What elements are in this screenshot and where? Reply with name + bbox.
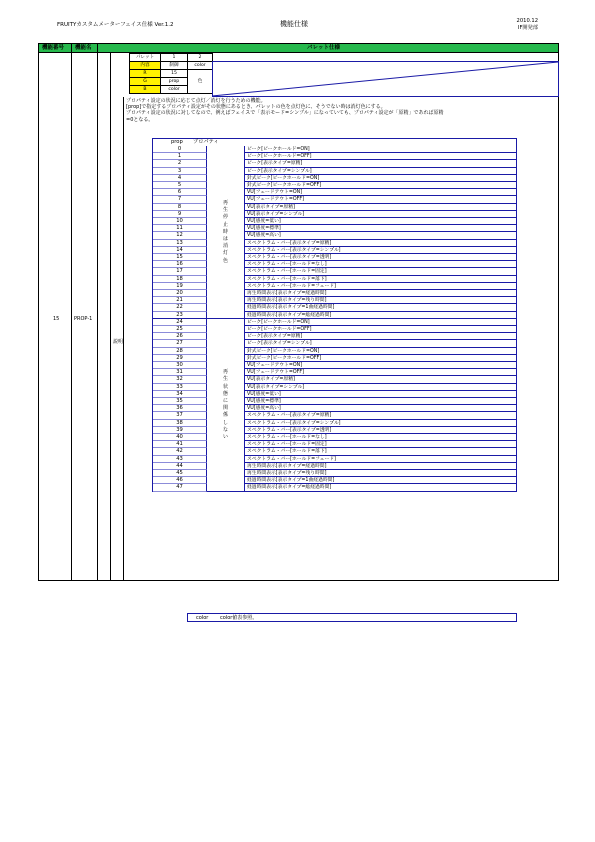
prop-property: VU[感度=高い] xyxy=(244,232,516,239)
prop-number: 11 xyxy=(153,225,207,232)
prop-property: スペクトラム・バー[ホールド=フェード] xyxy=(244,283,516,290)
group-label-char: 再 xyxy=(222,200,228,206)
prop-number: 5 xyxy=(153,182,207,189)
prop-row xyxy=(153,463,516,470)
page-title: 機能仕様 xyxy=(280,20,308,28)
color-note-label: color xyxy=(196,615,209,621)
prop-number: 42 xyxy=(153,448,207,455)
prop-property: スペクトラム・バー[ホールド=落下] xyxy=(244,448,516,455)
prop-row xyxy=(153,456,516,463)
prop-number: 23 xyxy=(153,312,207,319)
prop-number: 28 xyxy=(153,348,207,355)
color-note-text: color値表参照。 xyxy=(220,615,258,621)
group-label-char: 係 xyxy=(222,412,228,419)
prop-property: スペクトラム・バー[表示タイプ=原精] xyxy=(244,412,516,419)
prop-number: 1 xyxy=(153,153,207,160)
prop-number: 21 xyxy=(153,297,207,304)
prop-row xyxy=(153,146,516,153)
prop-property: VU[フェードアウト=OFF] xyxy=(244,369,516,376)
prop-property: ピーク[表示タイプ=シンプル] xyxy=(244,340,516,347)
palette-cell: color xyxy=(188,62,213,70)
prop-number: 41 xyxy=(153,441,207,448)
group-label-char: 生 xyxy=(222,376,228,383)
prop-property: スペクトラム・バー[ホールド=固定] xyxy=(244,441,516,448)
prop-number: 14 xyxy=(153,247,207,254)
prop-property: ピーク[ピークホールド=ON] xyxy=(244,146,516,153)
group-label-stopped xyxy=(207,200,244,265)
group-label-char: 色 xyxy=(222,257,228,264)
prop-number: 8 xyxy=(153,204,207,211)
group-label-char: 関 xyxy=(222,405,228,412)
document-company: IF開発部 xyxy=(517,25,538,31)
prop-number: 25 xyxy=(153,326,207,333)
prop-number: 27 xyxy=(153,340,207,347)
group-label-char: 消 xyxy=(222,243,228,250)
prop-number: 18 xyxy=(153,276,207,283)
function-name: PROP-1 xyxy=(74,316,93,322)
prop-property: VU[感度=高い] xyxy=(244,405,516,412)
prop-number: 20 xyxy=(153,290,207,297)
prop-property: 針式ピーク[ピークホールド=ON] xyxy=(244,175,516,182)
prop-property: VU[感度=低い] xyxy=(244,218,516,225)
description-label: 説明 xyxy=(113,339,124,345)
prop-number: 17 xyxy=(153,268,207,275)
prop-number: 32 xyxy=(153,376,207,383)
property-column-header: プロパティ xyxy=(193,139,219,145)
palette-cell: 1 xyxy=(161,54,188,62)
prop-row xyxy=(153,276,516,283)
divider xyxy=(110,52,111,580)
prop-property: 針式ピーク[ピークホールド=ON] xyxy=(244,348,516,355)
column-number-header: 機能番号 xyxy=(42,45,65,51)
prop-number: 7 xyxy=(153,196,207,203)
spec-table xyxy=(38,43,559,621)
prop-number: 6 xyxy=(153,189,207,196)
prop-row xyxy=(153,448,516,455)
prop-property: スペクトラム・バー[表示タイプ=透明] xyxy=(244,254,516,261)
prop-row xyxy=(153,153,516,160)
prop-row xyxy=(153,283,516,290)
prop-row xyxy=(153,477,516,484)
prop-property: スペクトラム・バー[ホールド=なし] xyxy=(244,261,516,268)
prop-property: ピーク[表示タイプ=原精] xyxy=(244,160,516,167)
description-line: =0となる。 xyxy=(126,116,154,123)
prop-row xyxy=(153,333,516,340)
prop-property: スペクトラム・バー[表示タイプ=シンプル] xyxy=(244,247,516,254)
palette-color-cell: 色 xyxy=(188,70,213,94)
prop-row xyxy=(153,290,516,297)
prop-row xyxy=(153,168,516,175)
divider xyxy=(97,44,98,580)
prop-property: スペクトラム・バー[ホールド=固定] xyxy=(244,268,516,275)
group-label-char: に xyxy=(222,398,228,404)
group-label-char: 再 xyxy=(222,369,228,376)
prop-property: スペクトラム・バー[表示タイプ=原精] xyxy=(244,240,516,247)
prop-property: 経過時間表示[表示タイプ=1曲経過時間] xyxy=(244,477,516,484)
prop-row xyxy=(153,441,516,448)
prop-property: 再生時間表示[表示タイプ=経過時間] xyxy=(244,463,516,470)
palette-cell: R xyxy=(130,70,161,78)
description-line: [prop]で指定するプロパティ設定がその状態にあるとき、パレットの色を点灯色に、そうでない時は消灯色にする。 xyxy=(126,104,386,111)
prop-number: 44 xyxy=(153,463,207,470)
prop-row xyxy=(153,319,516,326)
prop-property: スペクトラム・バー[ホールド=落下] xyxy=(244,276,516,283)
prop-row xyxy=(153,355,516,362)
color-note xyxy=(187,613,517,622)
group-label-char: 状 xyxy=(222,383,228,390)
palette-cell: B xyxy=(130,86,161,94)
function-number: 15 xyxy=(53,316,60,322)
prop-property: VU[フェードアウト=ON] xyxy=(244,189,516,196)
prop-number: 35 xyxy=(153,398,207,405)
prop-number: 43 xyxy=(153,456,207,463)
palette-cell: 制御 xyxy=(161,62,188,70)
divider xyxy=(123,97,124,580)
spec-table-header xyxy=(39,44,558,53)
group-divider xyxy=(153,318,516,319)
group-label-char: 止 xyxy=(222,221,228,228)
document-header-right xyxy=(517,18,538,32)
prop-property: VU[表示タイプ=シンプル] xyxy=(244,211,516,218)
document-header-left: FRUITYカスタムメーターフェイス仕様 Ver.1.2 xyxy=(57,22,174,28)
prop-row xyxy=(153,470,516,477)
prop-number: 22 xyxy=(153,304,207,311)
group-label-independent xyxy=(207,369,244,441)
prop-property: VU[表示タイプ=原精] xyxy=(244,376,516,383)
group-label-char: 生 xyxy=(222,207,228,214)
prop-column-header: prop xyxy=(171,139,183,145)
palette-cell: パレット xyxy=(130,54,161,62)
group-label-char: 灯 xyxy=(222,250,228,257)
prop-property: ピーク[表示タイプ=シンプル] xyxy=(244,168,516,175)
prop-number: 36 xyxy=(153,405,207,412)
palette-cell: 内容 xyxy=(130,62,161,70)
prop-property: VU[表示タイプ=シンプル] xyxy=(244,384,516,391)
prop-number: 47 xyxy=(153,484,207,491)
prop-number: 40 xyxy=(153,434,207,441)
group-label-char: 時 xyxy=(222,228,228,235)
description-line: プロパティ設定の状況に応じて点灯／消灯を行うための機能。 xyxy=(126,98,266,104)
prop-property: 再生時間表示[表示タイプ=残り時間] xyxy=(244,470,516,477)
prop-row xyxy=(153,182,516,189)
group-label-char: い xyxy=(222,434,228,441)
prop-property: 経過時間表示[表示タイプ=総経過時間] xyxy=(244,312,516,319)
prop-number: 46 xyxy=(153,477,207,484)
description-text xyxy=(126,98,556,123)
prop-number: 3 xyxy=(153,168,207,175)
prop-row xyxy=(153,362,516,369)
prop-property: 再生時間表示[表示タイプ=残り時間] xyxy=(244,297,516,304)
prop-property: 針式ピーク[ピークホールド=OFF] xyxy=(244,355,516,362)
palette-cell: prop xyxy=(161,78,188,86)
group-label-char: し xyxy=(222,419,228,426)
group-label-char: 停 xyxy=(222,214,228,221)
prop-row xyxy=(153,268,516,275)
palette-cell: 15 xyxy=(161,70,188,78)
palette-cell: color xyxy=(161,86,188,94)
prop-number: 37 xyxy=(153,412,207,419)
palette-cell: 2 xyxy=(188,54,213,62)
prop-property: ピーク[ピークホールド=ON] xyxy=(244,319,516,326)
prop-row xyxy=(153,175,516,182)
prop-number: 0 xyxy=(153,146,207,153)
prop-number: 39 xyxy=(153,427,207,434)
prop-number: 2 xyxy=(153,160,207,167)
unused-cells-diagonal xyxy=(212,61,559,97)
prop-property: 針式ピーク[ピークホールド=OFF] xyxy=(244,182,516,189)
prop-number: 15 xyxy=(153,254,207,261)
prop-number: 12 xyxy=(153,232,207,239)
prop-number: 24 xyxy=(153,319,207,326)
palette-table xyxy=(129,53,213,94)
prop-row xyxy=(153,340,516,347)
prop-number: 38 xyxy=(153,420,207,427)
prop-number: 30 xyxy=(153,362,207,369)
prop-number: 16 xyxy=(153,261,207,268)
prop-property: VU[感度=標準] xyxy=(244,225,516,232)
prop-number: 9 xyxy=(153,211,207,218)
prop-row xyxy=(153,484,516,491)
prop-number: 4 xyxy=(153,175,207,182)
group-label-char: な xyxy=(222,426,228,433)
prop-number: 31 xyxy=(153,369,207,376)
column-name-header: 機能名 xyxy=(75,45,92,51)
prop-number: 10 xyxy=(153,218,207,225)
prop-property: 経過時間表示[表示タイプ=1曲経過時間] xyxy=(244,304,516,311)
prop-row xyxy=(153,189,516,196)
group-label-char: は xyxy=(222,236,228,243)
divider xyxy=(71,44,72,580)
prop-property: VU[表示タイプ=原精] xyxy=(244,204,516,211)
palette-cell: G xyxy=(130,78,161,86)
prop-property: スペクトラム・バー[表示タイプ=透明] xyxy=(244,427,516,434)
prop-property: ピーク[ピークホールド=OFF] xyxy=(244,326,516,333)
prop-row xyxy=(153,348,516,355)
prop-row xyxy=(153,297,516,304)
description-line: プロパティ設定の状況に対してなので、例えばフェイスで「表示モード=シンプル」になっていても、プロパティ設定が「原精」であれば原精 xyxy=(126,110,444,117)
prop-property: スペクトラム・バー[表示タイプ=シンプル] xyxy=(244,420,516,427)
prop-number: 13 xyxy=(153,240,207,247)
prop-property: ピーク[表示タイプ=原精] xyxy=(244,333,516,340)
prop-number: 19 xyxy=(153,283,207,290)
prop-table xyxy=(152,138,517,492)
prop-number: 29 xyxy=(153,355,207,362)
prop-number: 45 xyxy=(153,470,207,477)
prop-row xyxy=(153,160,516,167)
prop-number: 26 xyxy=(153,333,207,340)
prop-property: スペクトラム・バー[ホールド=フェード] xyxy=(244,456,516,463)
prop-number: 34 xyxy=(153,391,207,398)
prop-property: 経過時間表示[表示タイプ=総経過時間] xyxy=(244,484,516,491)
prop-property: スペクトラム・バー[ホールド=なし] xyxy=(244,434,516,441)
prop-row xyxy=(153,326,516,333)
prop-row xyxy=(153,304,516,311)
group-label-char: 態 xyxy=(222,390,228,397)
column-palette-header: パレット仕様 xyxy=(307,45,340,51)
prop-property: 再生時間表示[表示タイプ=経過時間] xyxy=(244,290,516,297)
prop-property: ピーク[ピークホールド=OFF] xyxy=(244,153,516,160)
document-date: 2010.12 xyxy=(516,18,538,24)
prop-property: VU[フェードアウト=ON] xyxy=(244,362,516,369)
prop-property: VU[感度=標準] xyxy=(244,398,516,405)
prop-property: VU[フェードアウト=OFF] xyxy=(244,196,516,203)
prop-property: VU[感度=低い] xyxy=(244,391,516,398)
prop-number: 33 xyxy=(153,384,207,391)
